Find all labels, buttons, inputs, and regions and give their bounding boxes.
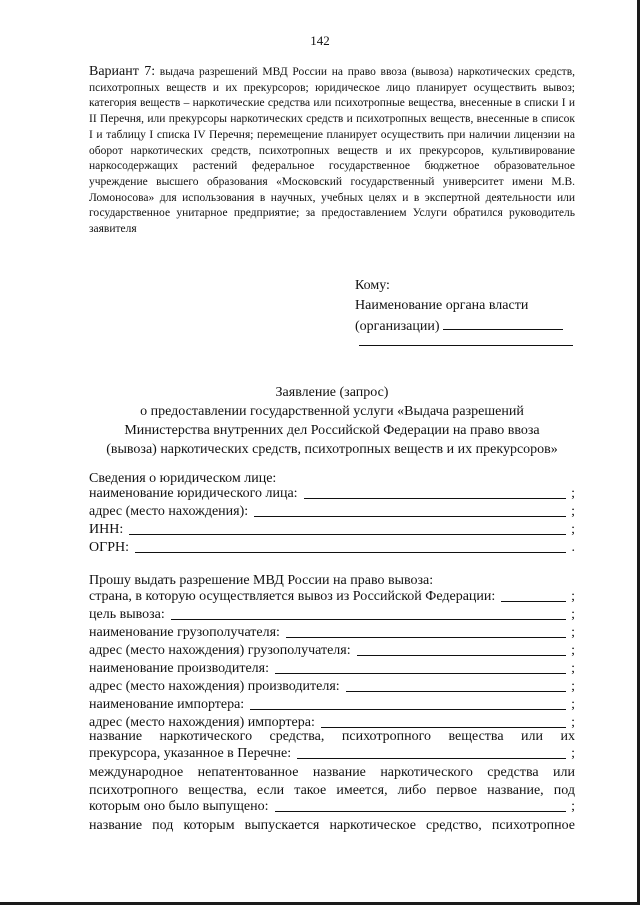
field-entity-ogrn: ОГРН: . <box>89 540 575 555</box>
field-substance-name-blank[interactable] <box>297 757 566 759</box>
field-manufacturer-address-blank[interactable] <box>346 690 566 692</box>
field-manufacturer-name: наименование производителя: ; <box>89 661 575 676</box>
addressee-block <box>355 276 563 337</box>
field-consignee-address-blank[interactable] <box>357 654 566 656</box>
application-title: Заявление (запрос) <box>275 385 389 400</box>
field-manufacturer-name-blank[interactable] <box>275 672 566 674</box>
application-subtitle-3: (вывоза) наркотических средств, психотропных веществ и их прекурсоров» <box>106 442 558 457</box>
field-purpose-blank[interactable] <box>171 618 566 620</box>
application-subtitle-2: Министерства внутренних дел Российской Федерации на право ввоза <box>124 423 540 438</box>
field-consignee-name-blank[interactable] <box>286 636 566 638</box>
field-entity-inn-blank[interactable] <box>129 533 566 535</box>
trade-name-line1: название под которым выпускается наркотическое средство, психотропное <box>89 818 575 833</box>
variant-paragraph <box>89 64 575 238</box>
field-entity-address: адрес (место нахождения): ; <box>89 504 575 519</box>
field-inn-name: которым оно было выпущено: ; <box>89 799 575 814</box>
page-number: 142 <box>310 33 330 48</box>
variant-lead: Вариант 7: <box>89 64 156 79</box>
field-entity-name: наименование юридического лица: ; <box>89 486 575 501</box>
addressee-org-line2: (организации) <box>355 315 563 337</box>
field-entity-inn: ИНН: ; <box>89 522 575 537</box>
field-purpose: цель вывоза: ; <box>89 607 575 622</box>
field-entity-address-blank[interactable] <box>254 515 566 517</box>
field-importer-name: наименование импортера: ; <box>89 697 575 712</box>
addressee-org-line1: Наименование органа власти <box>355 297 529 313</box>
request-heading: Прошу выдать разрешение МВД России на право вывоза: <box>89 573 434 588</box>
inn-name-line2: психотропного вещества, если такое имеется, либо первое название, под <box>89 783 575 798</box>
field-manufacturer-address: адрес (место нахождения) производителя: ; <box>89 679 575 694</box>
variant-text: выдача разрешений МВД России на право ввоза (вывоза) наркотических средств, психотропных веществ и их прекурсоров; юридическое лицо планирует осуществить вывоз; категория веществ – наркотические средства или психотропные вещества, внесенные в списки I и II Перечня, или прекурсоры наркотических средств и психотропных веществ, внесенные в список I и таблицу I списка IV Перечня; перемещение планирует осуществить при наличии лицензии на оборот наркотических средств, психотропных веществ и их прекурсоров, культивирование наркосодержащих растений федеральное государственное бюджетное образовательное учреждение высшего образования «Московский государственный университет имени М.В. Ломоносова» для использования в научных, учебных целях и в экспертной деятельности или государственное унитарное предприятие; за предоставлением Услуги обратился руководитель заявителя <box>89 66 576 236</box>
field-importer-address-blank[interactable] <box>321 726 566 728</box>
addressee-to: Кому: <box>355 278 390 293</box>
legal-entity-heading: Сведения о юридическом лице: <box>89 471 277 486</box>
field-substance-name: прекурсора, указанное в Перечне: ; <box>89 746 575 761</box>
addressee-blank[interactable] <box>443 315 563 330</box>
addressee-extra-blank[interactable] <box>359 345 573 346</box>
field-importer-address: адрес (место нахождения) импортера: ; <box>89 715 575 730</box>
field-country-blank[interactable] <box>501 600 566 602</box>
substance-name-line1: название наркотического средства, психотропного вещества или их <box>89 729 575 744</box>
field-consignee-name: наименование грузополучателя: ; <box>89 625 575 640</box>
field-entity-ogrn-blank[interactable] <box>135 551 566 553</box>
field-inn-name-blank[interactable] <box>275 810 567 812</box>
inn-name-line1: международное непатентованное название наркотического средства или <box>89 765 575 780</box>
field-entity-name-blank[interactable] <box>304 497 566 499</box>
application-subtitle-1: о предоставлении государственной услуги «Выдача разрешений <box>140 404 524 419</box>
field-importer-name-blank[interactable] <box>250 708 566 710</box>
field-country: страна, в которую осуществляется вывоз из Российской Федерации: ; <box>89 589 575 604</box>
field-consignee-address: адрес (место нахождения) грузополучателя: ; <box>89 643 575 658</box>
